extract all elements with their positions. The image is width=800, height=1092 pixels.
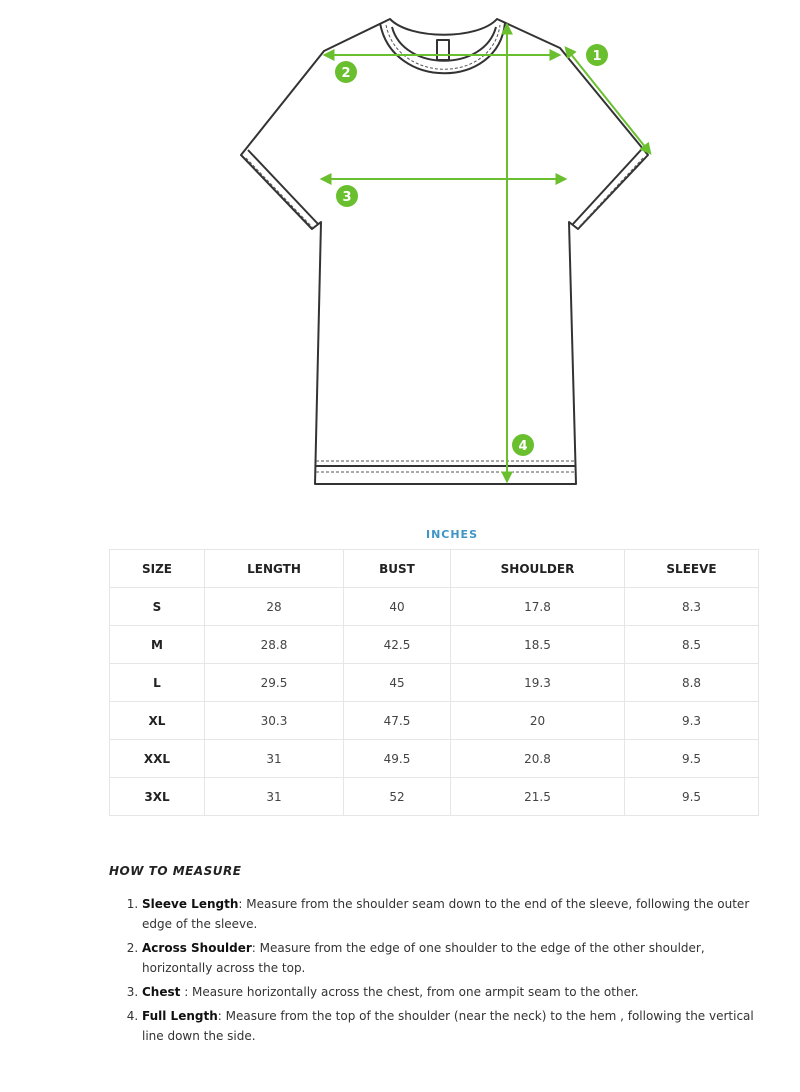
table-row: [110, 740, 759, 778]
bust-cell: 49.5: [344, 740, 451, 778]
bust-cell: 45: [344, 664, 451, 702]
header-bust: BUST: [344, 550, 451, 588]
item-term: Sleeve Length: [142, 897, 239, 911]
bust-cell: 47.5: [344, 702, 451, 740]
table-row: [110, 626, 759, 664]
table-row: [110, 778, 759, 816]
size-chart-table: [109, 549, 759, 816]
length-cell: 30.3: [205, 702, 344, 740]
how-to-measure-title: HOW TO MEASURE: [109, 864, 242, 878]
shoulder-cell: 21.5: [451, 778, 625, 816]
table-row: [110, 702, 759, 740]
svg-text:3: 3: [342, 190, 352, 205]
length-cell: 31: [205, 778, 344, 816]
item-text: Measure horizontally across the chest, from one armpit seam to the other.: [188, 985, 639, 999]
table-header-row: [110, 550, 759, 588]
length-cell: 28: [205, 588, 344, 626]
shoulder-cell: 19.3: [451, 664, 625, 702]
size-cell: 3XL: [110, 778, 205, 816]
marker-1: [586, 44, 608, 66]
list-item: [142, 894, 762, 934]
shirt-outline: [241, 19, 648, 484]
item-separator: :: [217, 1009, 222, 1023]
how-to-measure-list: [120, 894, 762, 1050]
svg-text:4: 4: [518, 439, 528, 454]
sleeve-cell: 9.3: [625, 702, 759, 740]
shoulder-cell: 20.8: [451, 740, 625, 778]
marker-4: [512, 434, 534, 456]
header-length: LENGTH: [205, 550, 344, 588]
list-item: [142, 982, 762, 1002]
shoulder-cell: 17.8: [451, 588, 625, 626]
svg-text:2: 2: [341, 66, 351, 81]
list-item: [142, 1006, 762, 1046]
item-separator: :: [180, 985, 189, 999]
unit-label: INCHES: [425, 528, 478, 541]
item-term: Across Shoulder: [142, 941, 252, 955]
length-cell: 28.8: [205, 626, 344, 664]
size-cell: M: [110, 626, 205, 664]
table-row: [110, 588, 759, 626]
shoulder-cell: 20: [451, 702, 625, 740]
bust-cell: 42.5: [344, 626, 451, 664]
header-sleeve: SLEEVE: [625, 550, 759, 588]
header-size: SIZE: [110, 550, 205, 588]
table-row: [110, 664, 759, 702]
length-cell: 31: [205, 740, 344, 778]
sleeve-cell: 9.5: [625, 778, 759, 816]
sleeve-cell: 9.5: [625, 740, 759, 778]
item-term: Full Length: [142, 1009, 218, 1023]
size-cell: XL: [110, 702, 205, 740]
bust-cell: 52: [344, 778, 451, 816]
tshirt-diagram: [0, 0, 800, 500]
item-separator: :: [238, 897, 243, 911]
sleeve-cell: 8.8: [625, 664, 759, 702]
svg-text:1: 1: [592, 49, 602, 64]
list-item: [142, 938, 762, 978]
header-shoulder: SHOULDER: [451, 550, 625, 588]
size-cell: XXL: [110, 740, 205, 778]
size-cell: S: [110, 588, 205, 626]
size-cell: L: [110, 664, 205, 702]
shoulder-cell: 18.5: [451, 626, 625, 664]
item-text: Measure from the top of the shoulder (near the neck) to the hem , following the vertical line down the side.: [142, 1009, 754, 1043]
item-text: Measure from the shoulder seam down to the end of the sleeve, following the outer edge of the sleeve.: [142, 897, 750, 931]
marker-2: [335, 61, 357, 83]
item-text: Measure from the edge of one shoulder to the edge of the other shoulder, horizontally across the top.: [142, 941, 705, 975]
item-separator: :: [251, 941, 256, 955]
marker-3: [336, 185, 358, 207]
bust-cell: 40: [344, 588, 451, 626]
sleeve-cell: 8.5: [625, 626, 759, 664]
sleeve-cell: 8.3: [625, 588, 759, 626]
length-cell: 29.5: [205, 664, 344, 702]
item-term: Chest: [142, 985, 181, 999]
